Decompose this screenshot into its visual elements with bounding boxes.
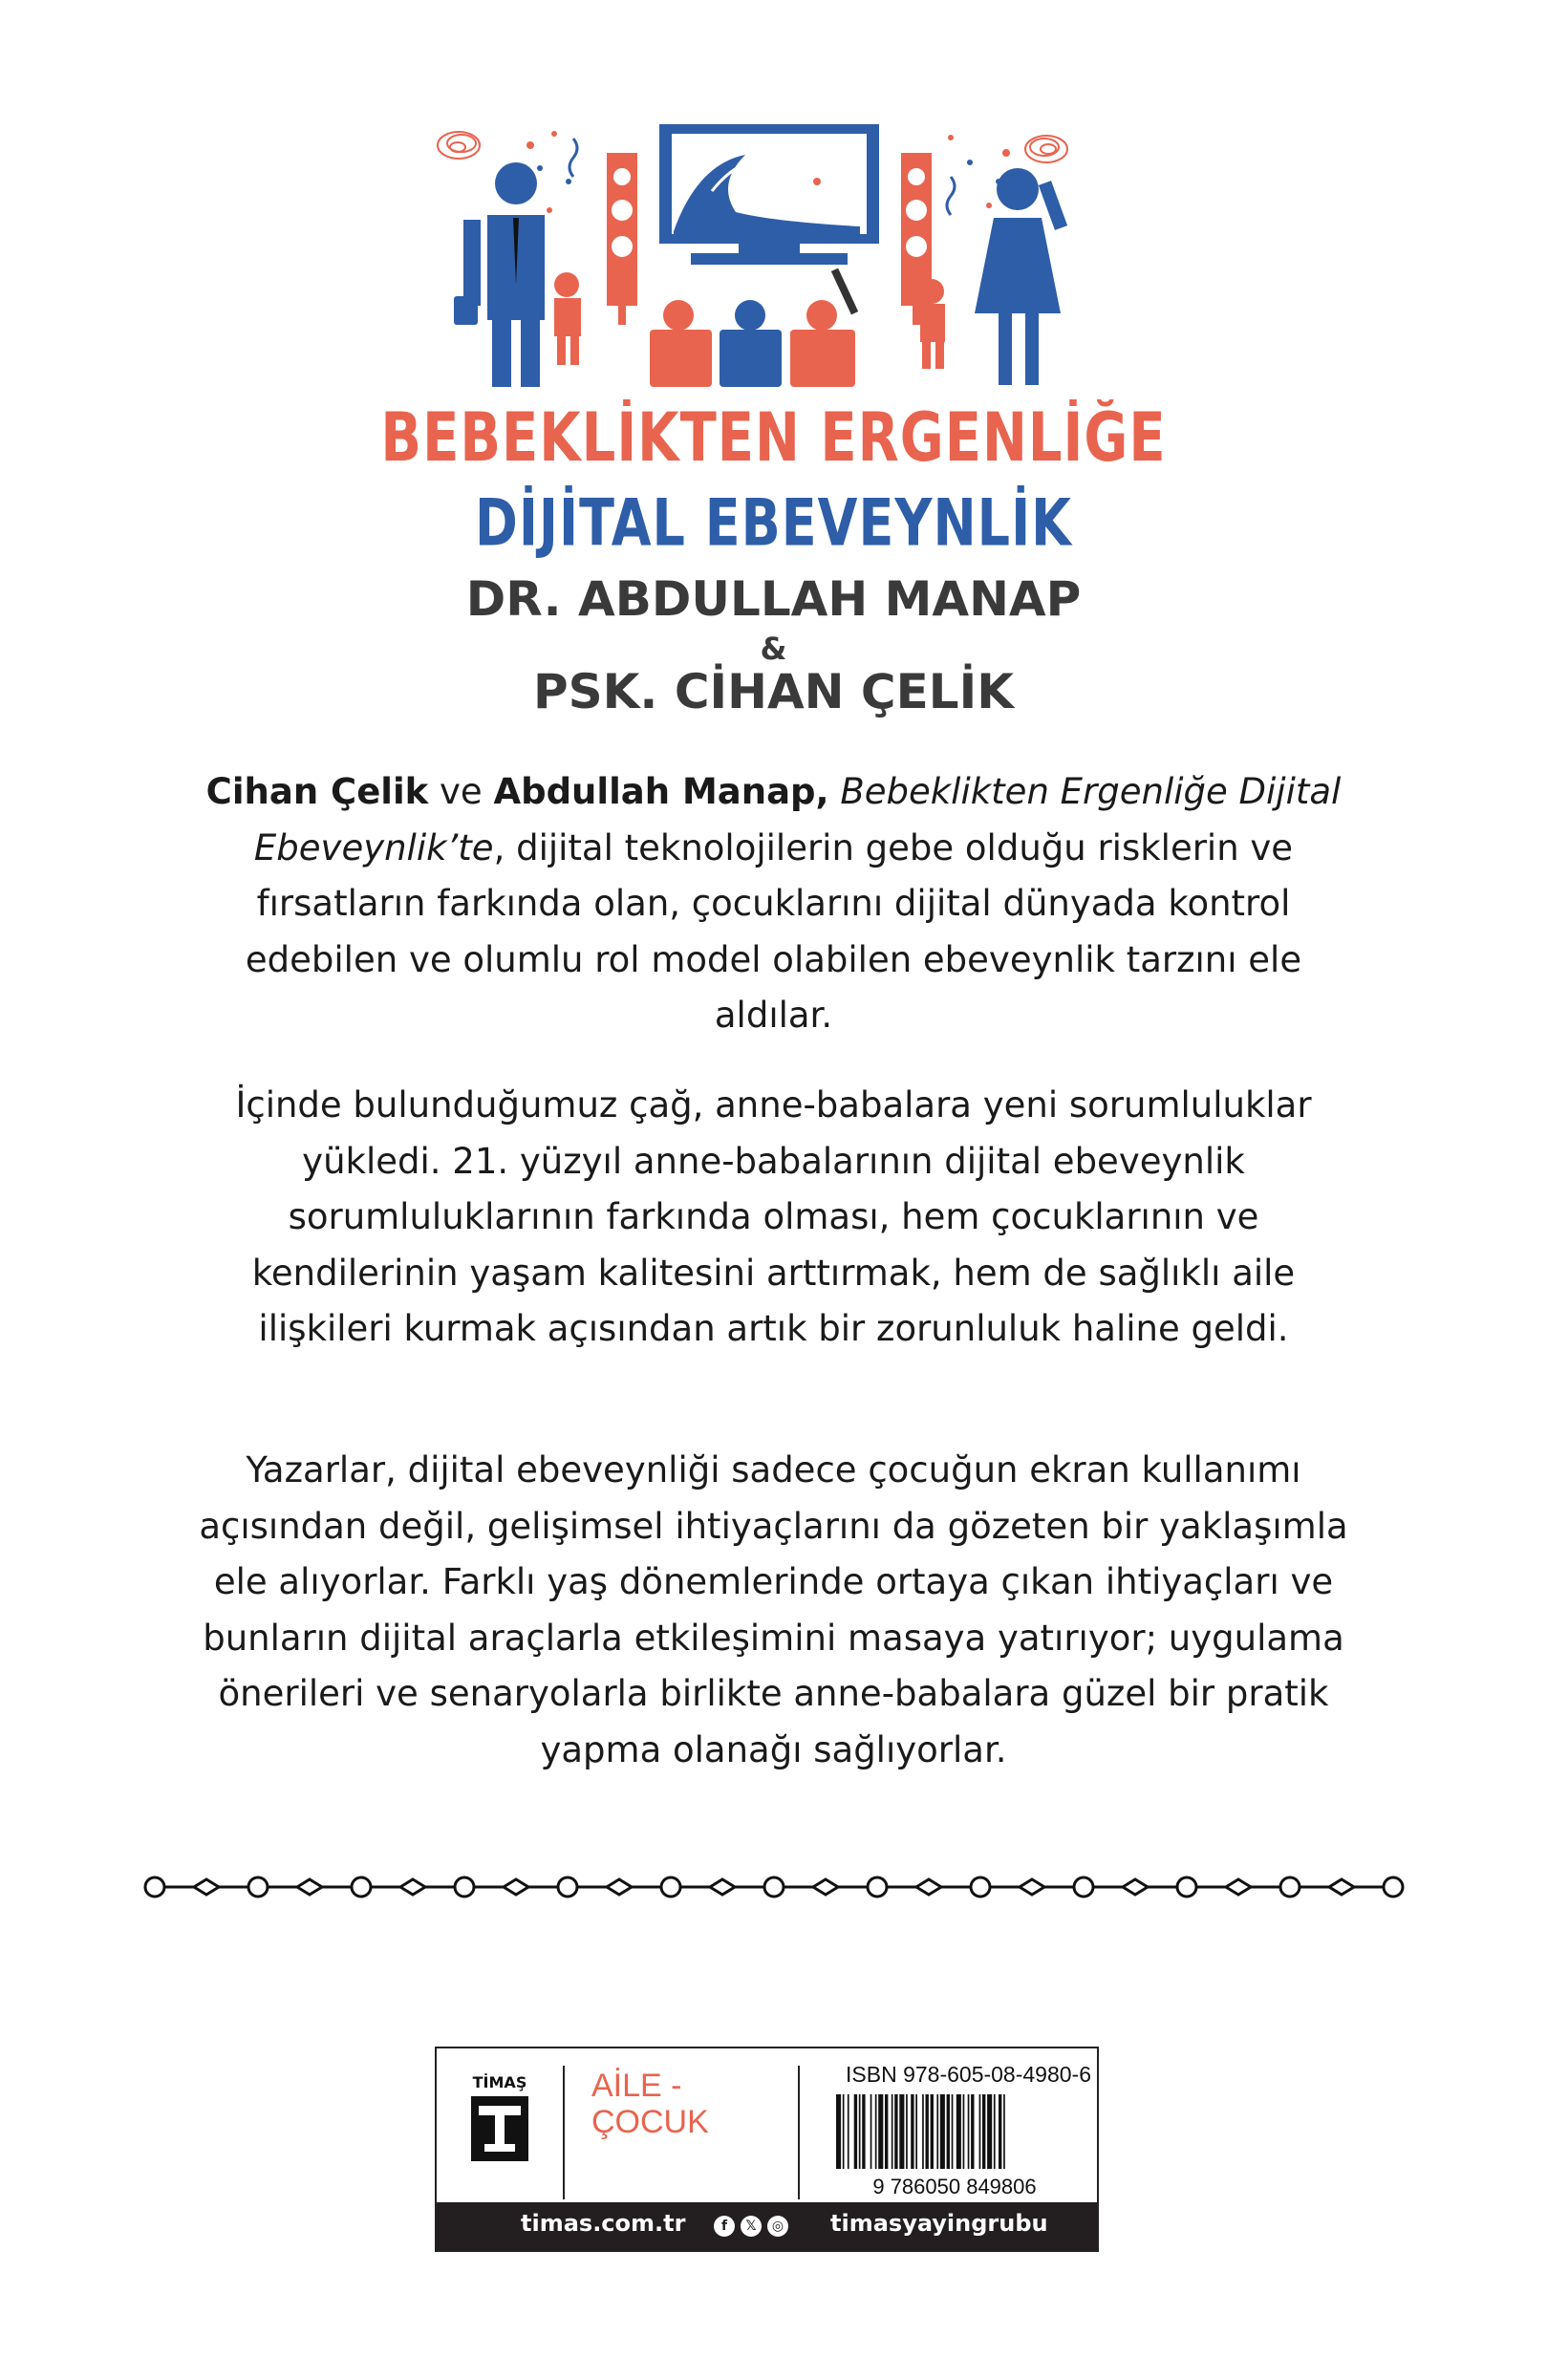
chain-diamond <box>1020 1879 1044 1895</box>
chain-diamond <box>297 1879 322 1895</box>
chain-diamond <box>194 1879 219 1895</box>
book-category <box>591 2068 709 2140</box>
publisher-logo-text: TİMAŞ <box>472 2073 527 2091</box>
chain-diamond <box>607 1879 632 1895</box>
barcode-bar <box>922 2094 924 2169</box>
barcode-bar <box>952 2094 954 2169</box>
blurb-paragraph-1 <box>191 764 1356 1044</box>
facebook-icon[interactable]: f <box>714 2216 735 2237</box>
blurb-connector: ve <box>428 771 494 812</box>
author-secondary: PSK. CİHAN ÇELİK <box>533 664 1014 719</box>
mother-figure <box>975 168 1067 385</box>
x-icon[interactable]: 𝕏 <box>741 2216 762 2237</box>
barcode-bar <box>936 2094 938 2169</box>
barcode-bar <box>994 2094 996 2169</box>
chain-circle <box>352 1877 371 1897</box>
barcode-bar <box>1003 2094 1005 2169</box>
chain-diamond <box>710 1879 735 1895</box>
publisher-barcode-box <box>435 2047 1099 2252</box>
chain-circle <box>1280 1877 1300 1897</box>
barcode-bar <box>870 2094 872 2169</box>
chain-circle <box>248 1877 268 1897</box>
barcode-bar <box>843 2094 845 2169</box>
blurb-paragraph-3: Yazarlar, dijital ebeveynliği sadece çocuğun ekran kullanımı açısından değil, gelişimsel ihtiyaçlarını da gözeten bir yaklaşımla ele alıyorlar. Farklı yaş dönemlerinde ortaya çıkan ihtiyaçları ve bunların dijital araçlarla etkileşimini masaya yatırıyor; uygulama önerileri ve senaryolarla birlikte anne-babalara güzel bir pratik yapma olanağı sağlıyorlar. <box>199 1449 1348 1770</box>
instagram-icon[interactable]: ◎ <box>767 2216 788 2237</box>
blurb-book-title: Bebeklikten Ergenliğe Dijital Ebeveynlik’te <box>253 771 1342 868</box>
chain-diamond <box>1226 1879 1251 1895</box>
barcode-bar <box>940 2094 945 2169</box>
isbn-barcode <box>819 2091 1091 2198</box>
chain-diamond <box>813 1879 838 1895</box>
chain-circle <box>1074 1877 1093 1897</box>
barcode-bar <box>987 2094 992 2169</box>
book-category-text: AİLE - ÇOCUK <box>591 2068 709 2140</box>
barcode-bar <box>911 2094 913 2169</box>
scribble-right <box>1025 136 1067 162</box>
chain-diamond <box>504 1879 528 1895</box>
chain-circle <box>764 1877 784 1897</box>
decorative-chain-divider <box>143 1868 1405 1906</box>
barcode-bar <box>848 2094 849 2169</box>
social-handle[interactable]: timasyayingrubu <box>830 2210 1048 2237</box>
barcode-bar <box>899 2094 904 2169</box>
blurb-text: , dijital teknolojilerin gebe olduğu risklerin ve fırsatların farkında olan, çocuklarını dijital dünyada kontrol edebilen ve olumlu rol model olabilen ebeveynlik tarzını ele aldılar. <box>245 826 1302 1036</box>
barcode-bar <box>836 2094 841 2169</box>
barcode-bar <box>885 2094 888 2169</box>
chain-circle <box>1177 1877 1196 1897</box>
chain-circle <box>1384 1877 1403 1897</box>
author-primary: DR. ABDULLAH MANAP <box>465 571 1082 627</box>
barcode-bar <box>854 2094 857 2169</box>
barcode-bar <box>926 2094 929 2169</box>
barcode-bar <box>894 2094 897 2169</box>
barcode-bar <box>956 2094 961 2169</box>
sofa-viewers <box>650 268 858 387</box>
speaker-left <box>607 153 637 325</box>
barcode-bar <box>971 2094 974 2169</box>
barcode-bar <box>947 2094 950 2169</box>
publisher-footer-strip <box>437 2202 1097 2250</box>
barcode-digits: 9 786050 849806 <box>872 2175 1037 2198</box>
blurb-author-2: Abdullah Manap, <box>493 771 829 812</box>
box-divider-right <box>798 2066 800 2199</box>
barcode-bar <box>878 2094 883 2169</box>
blurb-paragraph-2: İçinde bulunduğumuz çağ, anne-babalara yeni sorumluluklar yükledi. 21. yüzyıl anne-babalarının dijital ebeveynlik sorumluluklarının farkında olması, hem çocuklarının ve kendilerinin yaşam kalitesini arttırmak, hem de sağlıklı aile ilişkileri kurmak açısından artık bir zorunluluk haline geldi. <box>235 1084 1312 1349</box>
tv-screen <box>659 124 879 265</box>
barcode-bar <box>862 2094 865 2169</box>
chain-circle <box>661 1877 680 1897</box>
publisher-logo-mark <box>471 2096 528 2161</box>
barcode-bar <box>931 2094 934 2169</box>
blurb-author-1: Cihan Çelik <box>205 771 429 812</box>
chain-diamond <box>1329 1879 1354 1895</box>
barcode-bar <box>859 2094 861 2169</box>
book-title-line2: DİJİTAL EBEVEYNLİK <box>475 485 1072 561</box>
barcode-bar <box>915 2094 917 2169</box>
blurb-space <box>829 771 841 812</box>
chain-circle <box>558 1877 577 1897</box>
chain-diamond <box>916 1879 941 1895</box>
chain-diamond <box>400 1879 425 1895</box>
isbn-text: ISBN 978-605-08-4980-6 <box>846 2062 1091 2087</box>
barcode-bar <box>979 2094 981 2169</box>
chain-circle <box>868 1877 887 1897</box>
book-title-line1: BEBEKLİKTEN ERGENLİĞE <box>380 399 1167 478</box>
father-figure <box>454 162 545 387</box>
chain-diamond <box>1123 1879 1148 1895</box>
chain-circle <box>971 1877 990 1897</box>
chain-circle <box>455 1877 474 1897</box>
barcode-bar <box>982 2094 985 2169</box>
author-ampersand: & <box>760 631 787 667</box>
cover-illustration <box>435 124 1104 392</box>
barcode-bar <box>999 2094 1001 2169</box>
chain-circle <box>145 1877 164 1897</box>
barcode-bar <box>875 2094 877 2169</box>
barcode-bar <box>906 2094 908 2169</box>
box-divider-left <box>563 2066 565 2199</box>
child-left <box>554 272 581 365</box>
barcode-bar <box>968 2094 970 2169</box>
barcode-bar <box>963 2094 965 2169</box>
barcode-bar <box>892 2094 893 2169</box>
child-right <box>919 279 945 369</box>
scribble-left <box>438 132 480 159</box>
publisher-website[interactable]: timas.com.tr <box>521 2210 686 2237</box>
